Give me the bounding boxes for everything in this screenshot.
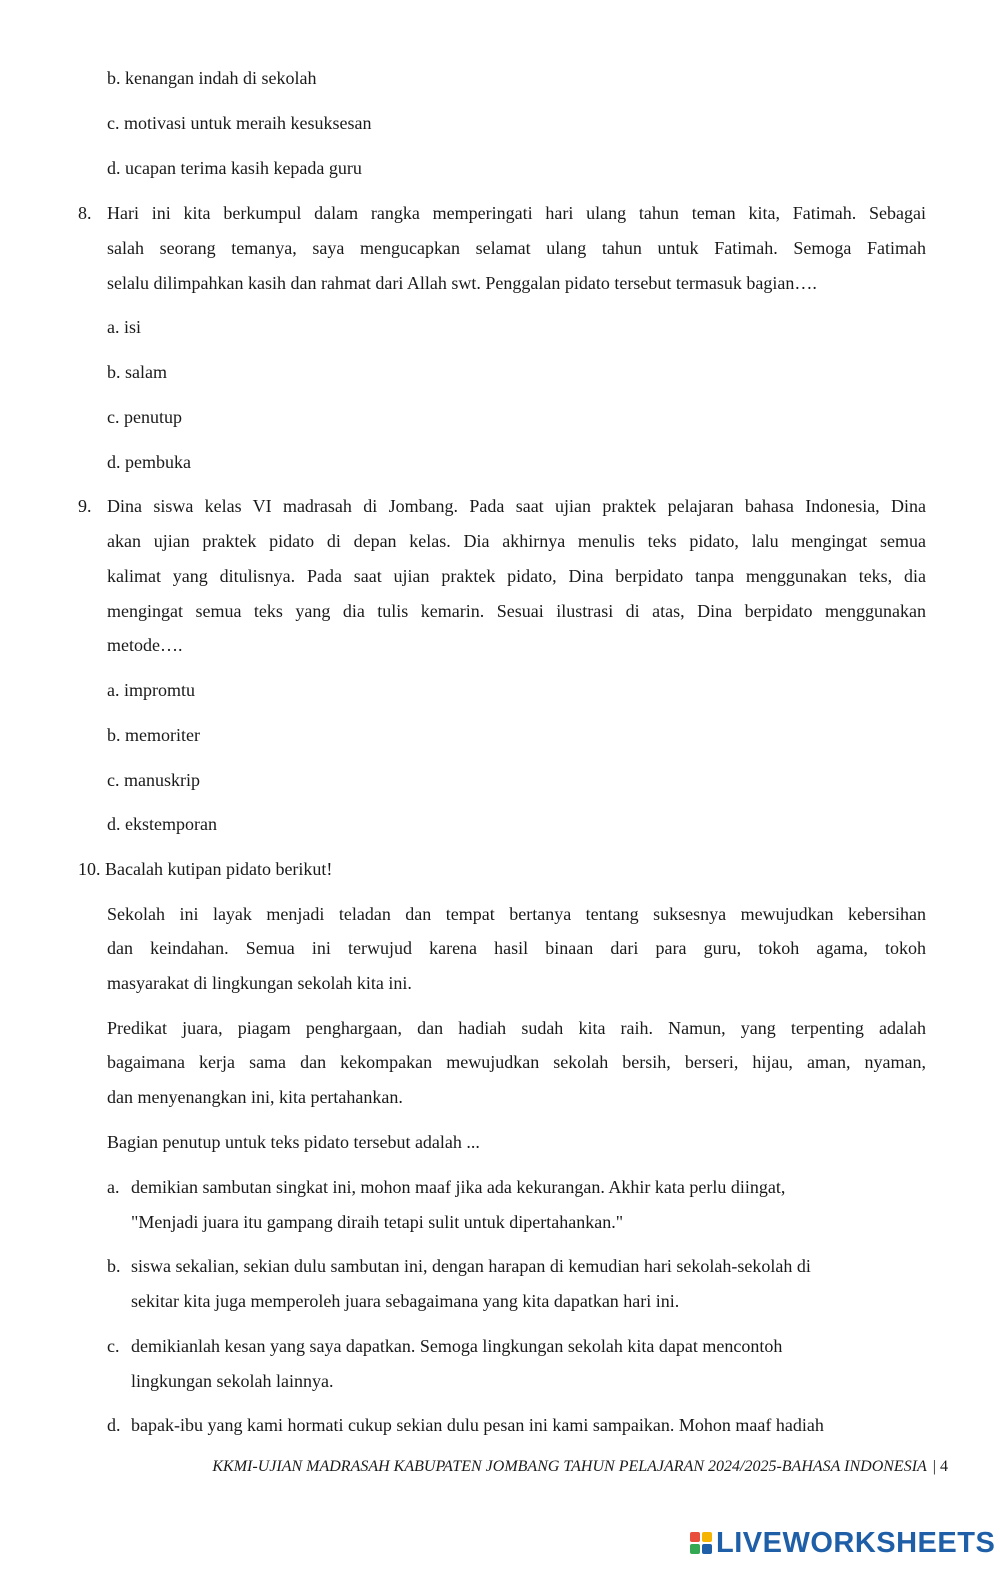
q9-option-d: d. ekstemporan — [107, 814, 217, 834]
q10-heading: 10. Bacalah kutipan pidato berikut! — [78, 859, 333, 879]
q9-text-line: kalimat yang ditulisnya. Pada saat ujian praktek pidato, Dina berpidato tanpa menggunakan teks, dia — [107, 566, 926, 586]
liveworksheets-wordmark: LIVEWORKSHEETS — [716, 1526, 996, 1559]
q8-text-line: salah seorang temanya, saya mengucapkan selamat ulang tahun untuk Fatimah. Semoga Fatimah — [107, 238, 926, 258]
liveworksheets-logo-icon — [690, 1532, 712, 1554]
q8-text-line: Hari ini kita berkumpul dalam rangka memperingati hari ulang tahun teman kita, Fatimah. Sebagai — [107, 203, 926, 223]
q10-option-d-marker: d. — [107, 1415, 121, 1435]
q8-text-line: selalu dilimpahkan kasih dan rahmat dari Allah swt. Penggalan pidato tersebut termasuk bagian…. — [107, 273, 817, 293]
q7-option-c: c. motivasi untuk meraih kesuksesan — [107, 113, 372, 133]
q10-option-b-marker: b. — [107, 1256, 121, 1276]
q10-option-a-text: demikian sambutan singkat ini, mohon maaf jika ada kekurangan. Akhir kata perlu diingat, — [131, 1177, 786, 1197]
page-number: 4 — [940, 1458, 948, 1475]
q10-option-a-marker: a. — [107, 1177, 120, 1197]
footer-separator: | — [932, 1458, 936, 1475]
q10-option-d-text: bapak-ibu yang kami hormati cukup sekian dulu pesan ini kami sampaikan. Mohon maaf hadiah — [131, 1415, 824, 1435]
q10-option-a-text: "Menjadi juara itu gampang diraih tetapi sulit untuk dipertahankan." — [131, 1212, 624, 1232]
q9-text-line: metode…. — [107, 635, 183, 655]
q8-option-d: d. pembuka — [107, 452, 191, 472]
page-footer — [212, 1458, 948, 1476]
logo-square-yellow — [702, 1532, 712, 1542]
q10-option-c-marker: c. — [107, 1336, 120, 1356]
q9-option-a: a. impromtu — [107, 680, 195, 700]
logo-square-red — [690, 1532, 700, 1542]
logo-square-blue — [702, 1544, 712, 1554]
q9-text-line: Dina siswa kelas VI madrasah di Jombang. Pada saat ujian praktek pelajaran bahasa Indonesia, Dina — [107, 496, 926, 516]
footer-text: KKMI-UJIAN MADRASAH KABUPATEN JOMBANG TAHUN PELAJARAN 2024/2025-BAHASA INDONESIA — [212, 1458, 927, 1475]
q10-option-c-text: lingkungan sekolah lainnya. — [131, 1371, 334, 1391]
q10-option-b-text: sekitar kita juga memperoleh juara sebagaimana yang kita dapatkan hari ini. — [131, 1291, 680, 1311]
q9-text-line: mengingat semua teks yang dia tulis kemarin. Sesuai ilustrasi di atas, Dina berpidato menggunakan — [107, 601, 926, 621]
q10-question: Bagian penutup untuk teks pidato tersebut adalah ... — [107, 1132, 480, 1152]
q10-passage-line: dan menyenangkan ini, kita pertahankan. — [107, 1087, 403, 1107]
q10-option-c-text: demikianlah kesan yang saya dapatkan. Semoga lingkungan sekolah kita dapat mencontoh — [131, 1336, 783, 1356]
q7-option-d: d. ucapan terima kasih kepada guru — [107, 158, 362, 178]
q9-text-line: akan ujian praktek pidato di depan kelas. Dia akhirnya menulis teks pidato, lalu mengingat semua — [107, 531, 926, 551]
q8-option-b: b. salam — [107, 362, 167, 382]
q10-passage-line: bagaimana kerja sama dan kekompakan mewujudkan sekolah bersih, berseri, hijau, aman, nyaman, — [107, 1052, 926, 1072]
liveworksheets-brand — [690, 1526, 995, 1560]
logo-square-green — [690, 1544, 700, 1554]
q9-option-c: c. manuskrip — [107, 770, 200, 790]
q10-passage-line: Predikat juara, piagam penghargaan, dan hadiah sudah kita raih. Namun, yang terpenting adalah — [107, 1018, 926, 1038]
q10-option-b-text: siswa sekalian, sekian dulu sambutan ini, dengan harapan di kemudian hari sekolah-sekolah di — [131, 1256, 811, 1276]
q7-option-b: b. kenangan indah di sekolah — [107, 68, 317, 88]
q9-number: 9. — [78, 496, 92, 516]
q9-option-b: b. memoriter — [107, 725, 200, 745]
q8-option-c: c. penutup — [107, 407, 182, 427]
q10-passage-line: dan keindahan. Semua ini terwujud karena hasil binaan dari para guru, tokoh agama, tokoh — [107, 938, 926, 958]
q10-passage-line: Sekolah ini layak menjadi teladan dan tempat bertanya tentang suksesnya mewujudkan kebersihan — [107, 904, 926, 924]
q8-number: 8. — [78, 203, 92, 223]
q10-passage-line: masyarakat di lingkungan sekolah kita ini. — [107, 973, 412, 993]
q8-option-a: a. isi — [107, 317, 141, 337]
